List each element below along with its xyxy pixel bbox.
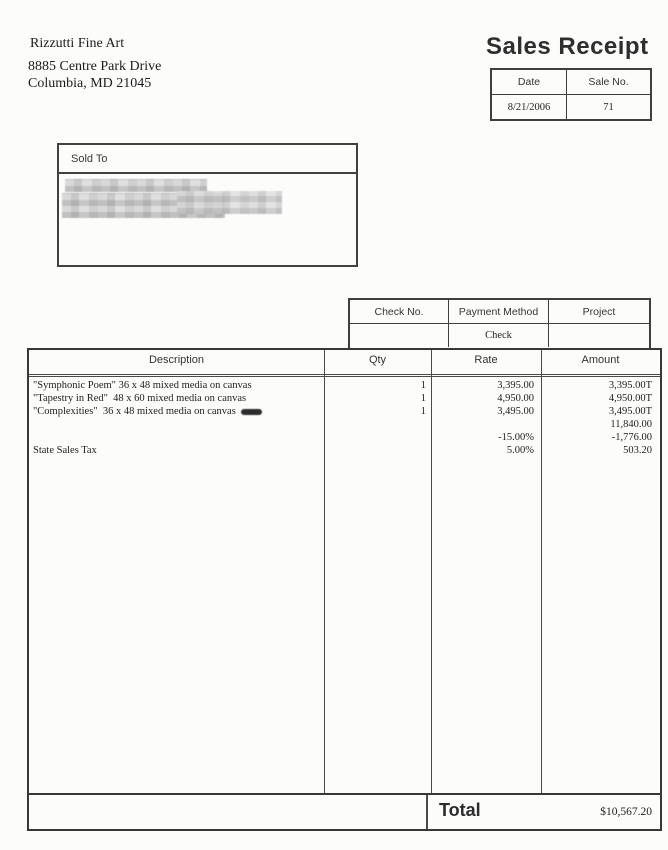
project-value	[549, 324, 649, 347]
line-items-header-row	[29, 350, 660, 377]
company-address-line2: Columbia, MD 21045	[28, 76, 152, 91]
check-no-column-header: Check No.	[350, 300, 449, 323]
total-label: Total	[439, 800, 481, 820]
item-qty: 1	[420, 393, 426, 404]
payment-method-value: Check	[449, 324, 549, 347]
item-description: State Sales Tax	[33, 445, 97, 456]
item-description: "Tapestry in Red" 48 x 60 mixed media on canvas	[33, 393, 247, 404]
redaction-mark	[241, 409, 262, 415]
sale-no-value: 71	[603, 101, 614, 113]
total-divider	[426, 795, 428, 829]
qty-column-header: Qty	[368, 354, 387, 366]
payment-info-header-row	[350, 300, 649, 324]
sold-to-content	[59, 174, 356, 265]
payment-info-value-row	[350, 324, 649, 347]
item-rate: 3,495.00	[497, 406, 534, 417]
description-column-header: Description	[148, 354, 205, 366]
item-qty	[324, 419, 431, 432]
table-row	[29, 406, 660, 419]
item-rate: -15.00%	[498, 432, 534, 443]
item-rate: 3,395.00	[497, 380, 534, 391]
item-amount: 4,950.00T	[608, 393, 652, 404]
table-row	[29, 445, 660, 458]
date-sale-table	[490, 68, 652, 121]
item-amount: -1,776.00	[611, 432, 652, 443]
item-description: "Symphonic Poem" 36 x 48 mixed media on canvas	[33, 380, 252, 391]
item-amount: 11,840.00	[610, 419, 652, 430]
payment-info-table	[348, 298, 651, 350]
date-value: 8/21/2006	[492, 95, 567, 119]
sale-no-column-header: Sale No.	[588, 76, 629, 88]
payment-method-column-header: Payment Method	[449, 300, 549, 323]
item-qty: 1	[420, 406, 426, 417]
line-items-body	[29, 380, 660, 458]
item-rate: 4,950.00	[497, 393, 534, 404]
table-row	[29, 380, 660, 393]
date-sale-value-row	[492, 95, 650, 119]
total-row	[29, 793, 660, 829]
table-row	[29, 393, 660, 406]
item-qty: 1	[420, 380, 426, 391]
amount-column-header: Amount	[581, 354, 620, 366]
item-amount: 3,395.00T	[608, 380, 652, 391]
date-sale-header-row	[492, 70, 650, 95]
item-description	[29, 432, 324, 445]
item-description	[29, 419, 324, 432]
company-address	[28, 58, 161, 92]
project-column-header: Project	[582, 305, 616, 318]
total-amount: $10,567.20	[600, 806, 652, 818]
sold-to-label: Sold To	[59, 145, 356, 174]
item-amount: 3,495.00T	[608, 406, 652, 417]
company-name: Rizzutti Fine Art	[30, 36, 125, 51]
item-description	[29, 406, 324, 419]
table-row	[29, 419, 660, 432]
date-column-header: Date	[492, 70, 567, 94]
item-rate	[431, 419, 541, 432]
rate-column-header: Rate	[474, 354, 498, 366]
item-description-text: "Complexities" 36 x 48 mixed media on canvas	[33, 406, 236, 417]
page-title: Sales Receipt	[486, 33, 649, 60]
line-items-table	[27, 348, 662, 831]
company-address-line1: 8885 Centre Park Drive	[28, 59, 162, 74]
check-no-value	[350, 324, 449, 347]
item-qty	[324, 445, 431, 458]
sold-to-box	[57, 143, 358, 267]
item-qty	[324, 432, 431, 445]
item-amount: 503.20	[623, 445, 652, 456]
item-rate: 5.00%	[506, 445, 534, 456]
redacted-text-block	[177, 191, 282, 214]
table-row	[29, 432, 660, 445]
